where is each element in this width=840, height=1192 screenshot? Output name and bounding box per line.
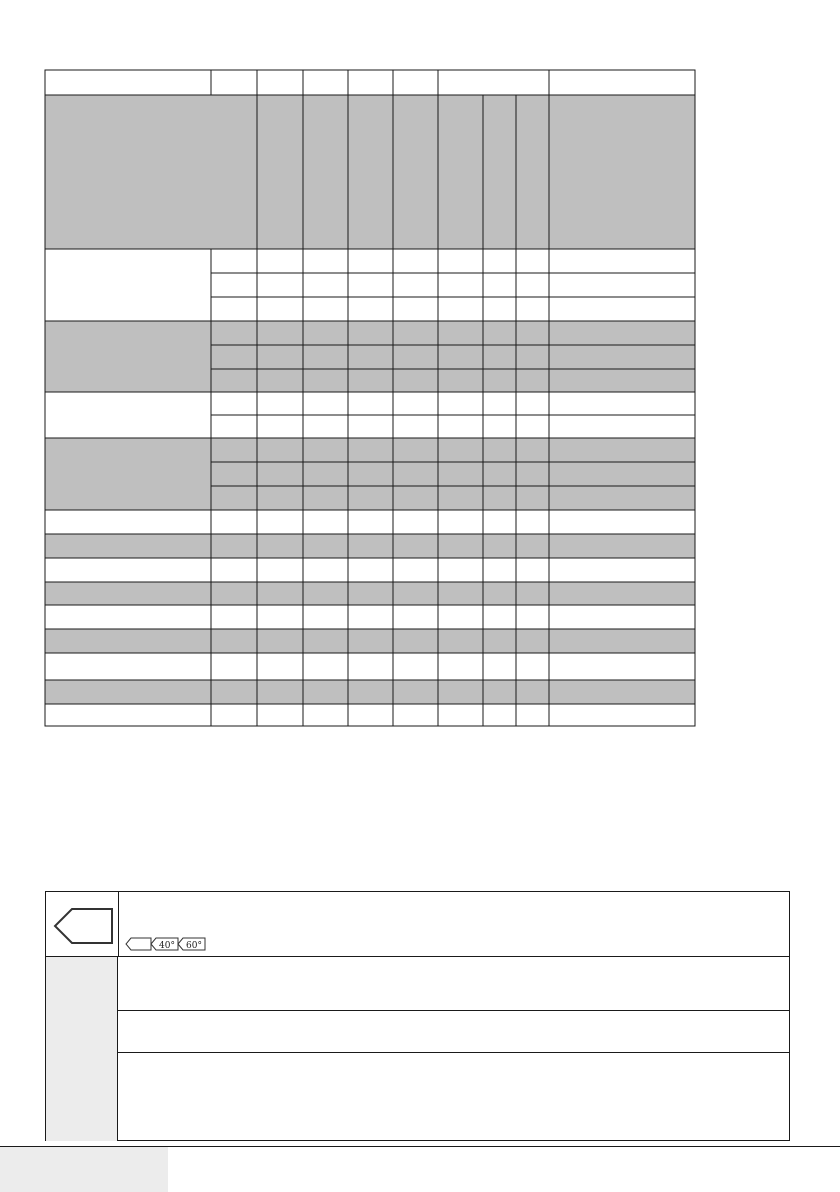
- table-row: [45, 510, 695, 534]
- notes-side-column: [46, 957, 118, 1141]
- table-row: [45, 249, 695, 321]
- table-row: [45, 558, 695, 582]
- table-row: [45, 605, 695, 629]
- table-row: [45, 629, 695, 653]
- table-row: [45, 704, 695, 726]
- temp-label-60: 60°: [186, 941, 202, 951]
- table-row: [45, 321, 695, 392]
- table-header-row: [45, 70, 695, 95]
- footer-tab: [0, 1147, 168, 1192]
- table-subheader-row: [45, 95, 695, 249]
- table-row: [45, 438, 695, 510]
- table-row: [45, 582, 695, 605]
- temp-label-40: 40°: [159, 941, 175, 951]
- tag-icon: [52, 906, 116, 946]
- table-row: [45, 653, 695, 680]
- notes-panel: [45, 891, 790, 1141]
- table-row: [45, 534, 695, 558]
- table-row: [45, 680, 695, 704]
- temperature-tag-icon: [125, 936, 207, 952]
